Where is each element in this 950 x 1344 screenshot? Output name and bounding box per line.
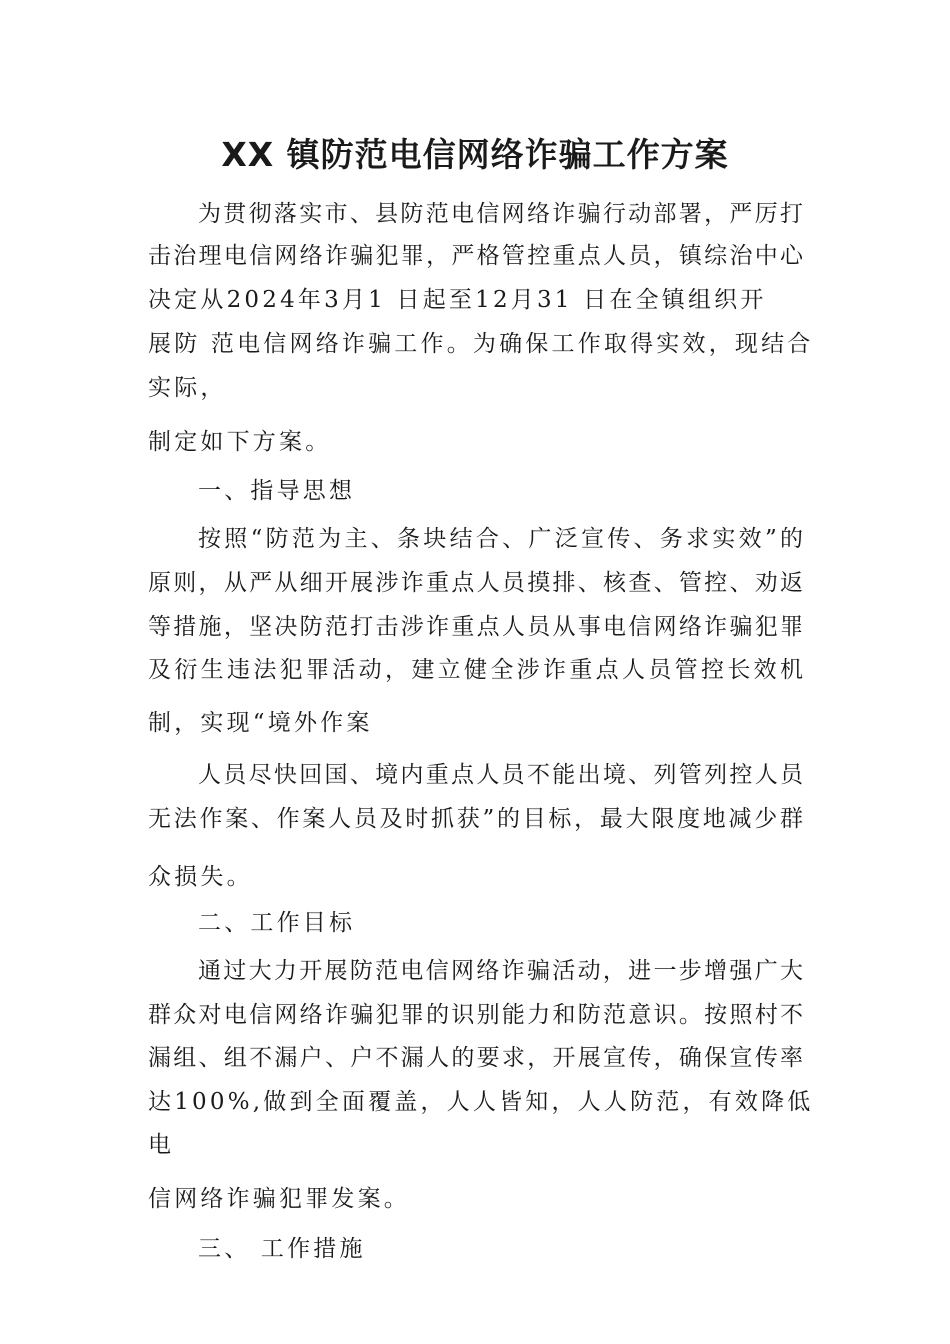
paragraph-line: 无法作案、作案人员及时抓获”的目标，最大限度地减少群 <box>148 806 803 832</box>
paragraph-line: 人员尽快回国、境内重点人员不能出境、列管列控人员 <box>198 762 803 788</box>
paragraph-line: 制，实现“境外作案 <box>148 710 373 736</box>
document-title: XX 镇防范电信网络诈骗工作方案 <box>221 135 729 174</box>
paragraph-line: 为贯彻落实市、县防范电信网络诈骗行动部署，严厉打 <box>198 201 803 227</box>
paragraph-line: 及衍生违法犯罪活动，建立健全涉诈重点人员管控长效机 <box>148 657 803 683</box>
section-heading: 一、指导思想 <box>198 478 356 504</box>
paragraph-line: 众损失。 <box>148 864 253 890</box>
paragraph-line: 按照“防范为主、条块结合、广泛宣传、务求实效”的 <box>198 526 803 552</box>
paragraph-line: 制定如下方案。 <box>148 429 332 455</box>
section-heading: 三、 工作措施 <box>198 1236 366 1262</box>
paragraph-line: 电 <box>148 1132 175 1158</box>
paragraph-line: 群众对电信网络诈骗犯罪的识别能力和防范意识。按照村不 <box>148 1002 803 1028</box>
paragraph-line: 决定从2024年3月1 日起至12月31 日在全镇组织开 <box>148 287 767 313</box>
paragraph-line: 信网络诈骗犯罪发案。 <box>148 1186 410 1212</box>
paragraph-line: 漏组、组不漏户、户不漏人的要求，开展宣传，确保宣传率 <box>148 1045 803 1071</box>
paragraph-line: 达100%,做到全面覆盖，人人皆知，人人防范，有效降低 <box>148 1089 814 1115</box>
paragraph-line: 原则，从严从细开展涉诈重点人员摸排、核查、管控、劝返 <box>148 570 803 596</box>
paragraph-line: 击治理电信网络诈骗犯罪，严格管控重点人员，镇综治中心 <box>148 243 803 269</box>
paragraph-line: 展防 范电信网络诈骗工作。为确保工作取得实效，现结合 <box>148 331 814 357</box>
paragraph-line: 等措施，坚决防范打击涉诈重点人员从事电信网络诈骗犯罪 <box>148 614 803 640</box>
section-heading: 二、工作目标 <box>198 910 356 936</box>
paragraph-line: 通过大力开展防范电信网络诈骗活动，进一步增强广大 <box>198 958 803 984</box>
paragraph-line: 实际， <box>148 375 227 401</box>
